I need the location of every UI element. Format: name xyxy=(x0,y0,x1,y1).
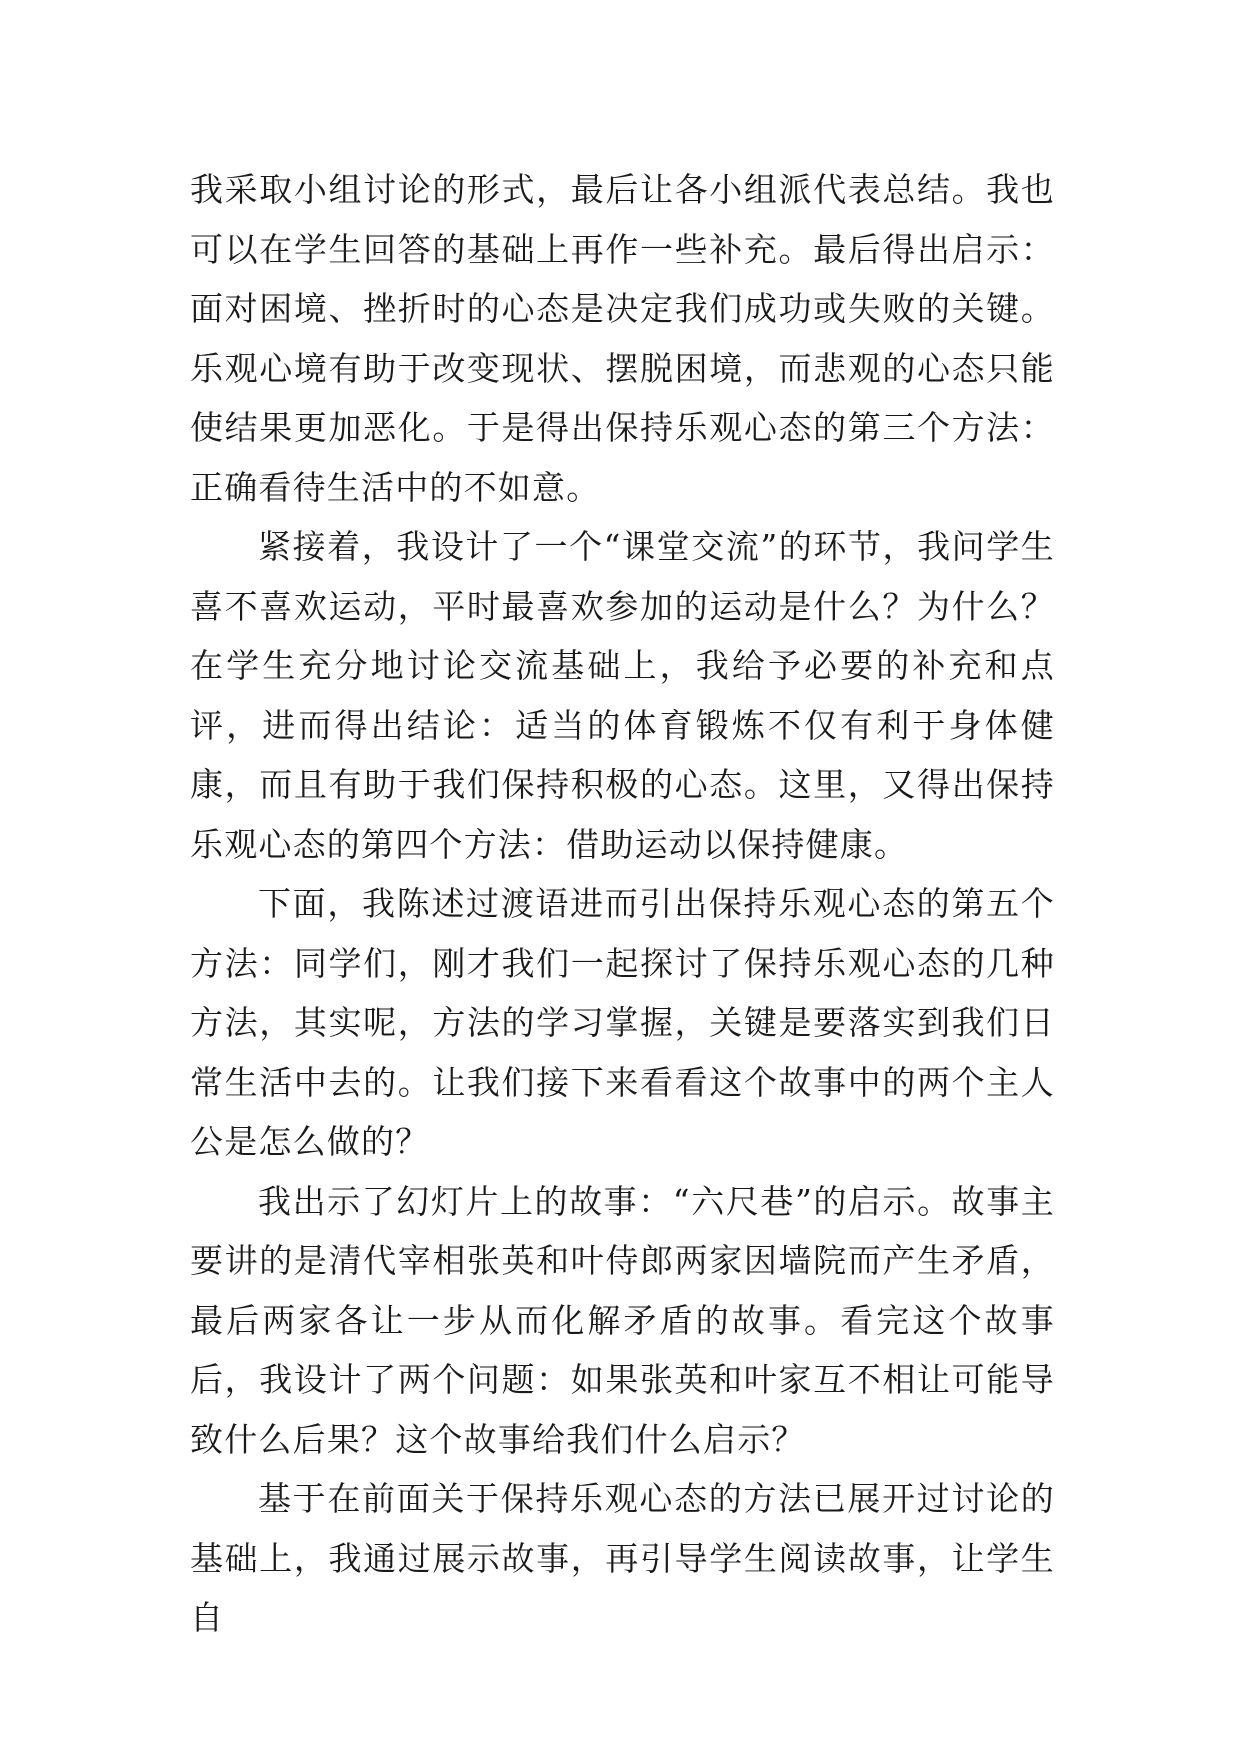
document-body xyxy=(190,160,1055,1648)
paragraph-3: 下面，我陈述过渡语进而引出保持乐观心态的第五个方法：同学们，刚才我们一起探讨了保持乐观心态的几种方法，其实呢，方法的学习掌握，关键是要落实到我们日常生活中去的。让我们接下来看看这个故事中的两个主人公是怎么做的？ xyxy=(190,884,1055,1161)
paragraph-1: 我采取小组讨论的形式，最后让各小组派代表总结。我也可以在学生回答的基础上再作一些补充。最后得出启示：面对困境、挫折时的心态是决定我们成功或失败的关键。乐观心境有助于改变现状、摆脱困境，而悲观的心态只能使结果更加恶化。于是得出保持乐观心态的第三个方法：正确看待生活中的不如意。 xyxy=(190,170,1055,507)
paragraph-2: 紧接着，我设计了一个“课堂交流”的环节，我问学生喜不喜欢运动，平时最喜欢参加的运动是什么？为什么？在学生充分地讨论交流基础上，我给予必要的补充和点评，进而得出结论：适当的体育锻炼不仅有利于身体健康，而且有助于我们保持积极的心态。这里，又得出保持乐观心态的第四个方法：借助运动以保持健康。 xyxy=(190,527,1055,864)
paragraph-4: 我出示了幻灯片上的故事：“六尺巷”的启示。故事主要讲的是清代宰相张英和叶侍郎两家因墙院而产生矛盾，最后两家各让一步从而化解矛盾的故事。看完这个故事后，我设计了两个问题：如果张英和叶家互不相让可能导致什么后果？这个故事给我们什么启示？ xyxy=(190,1181,1055,1459)
paragraph-5: 基于在前面关于保持乐观心态的方法已展开过讨论的基础上，我通过展示故事，再引导学生阅读故事，让学生自 xyxy=(190,1479,1055,1637)
